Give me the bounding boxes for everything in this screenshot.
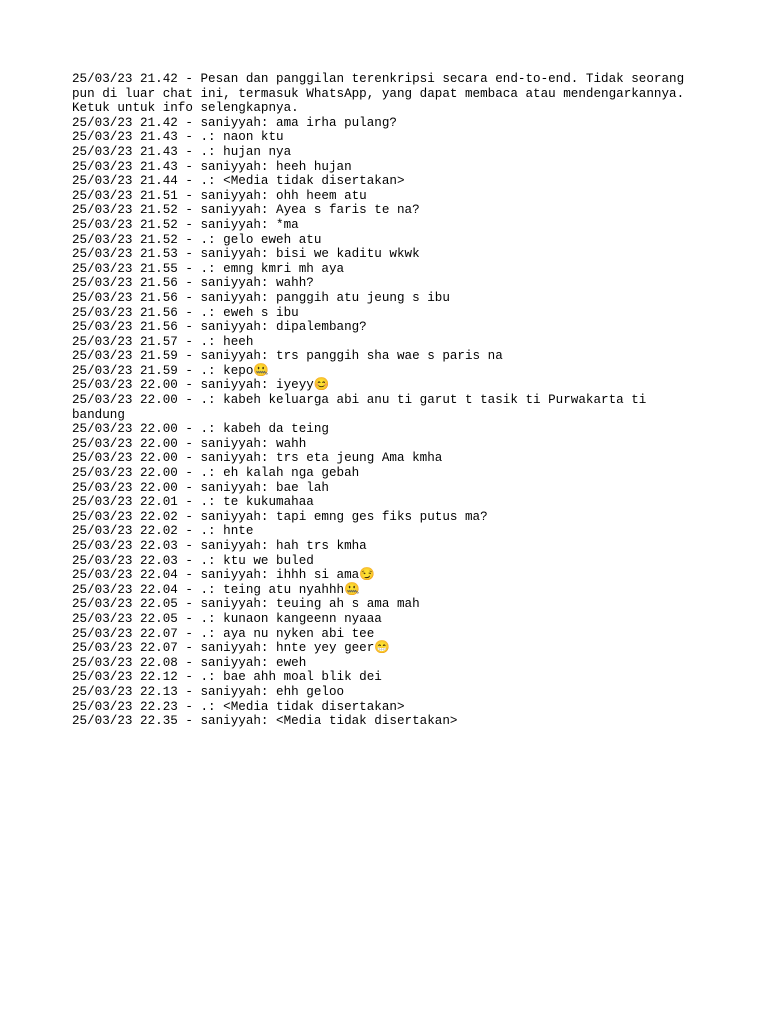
chat-line: 25/03/23 22.07 - saniyyah: hnte yey geer😁 xyxy=(72,641,390,656)
chat-line: 25/03/23 22.00 - .: kabeh keluarga abi anu ti garut t tasik ti Purwakarta ti bandung xyxy=(72,393,647,422)
chat-line: 25/03/23 22.13 - saniyyah: ehh geloo xyxy=(72,684,345,699)
chat-export-page xyxy=(72,72,712,729)
chat-line: 25/03/23 22.01 - .: te kukumahaa xyxy=(72,495,314,510)
chat-line: 25/03/23 22.04 - .: teing atu nyahhh🤐 xyxy=(72,582,360,597)
chat-line: 25/03/23 22.02 - saniyyah: tapi emng ges fiks putus ma? xyxy=(72,509,488,524)
chat-line: 25/03/23 22.00 - saniyyah: iyeyy😊 xyxy=(72,378,330,393)
chat-line: 25/03/23 21.59 - saniyyah: trs panggih sha wae s paris na xyxy=(72,349,503,364)
chat-line: 25/03/23 21.57 - .: heeh xyxy=(72,334,254,349)
chat-line: 25/03/23 21.56 - saniyyah: dipalembang? xyxy=(72,320,367,335)
chat-line: 25/03/23 21.55 - .: emng kmri mh aya xyxy=(72,261,345,276)
chat-line: 25/03/23 21.52 - saniyyah: *ma xyxy=(72,217,299,232)
chat-line: 25/03/23 21.52 - .: gelo eweh atu xyxy=(72,232,322,247)
chat-line: 25/03/23 22.05 - .: kunaon kangeenn nyaaa xyxy=(72,611,382,626)
chat-line: 25/03/23 21.43 - saniyyah: heeh hujan xyxy=(72,159,352,174)
chat-line: 25/03/23 22.12 - .: bae ahh moal blik dei xyxy=(72,670,382,685)
chat-line: 25/03/23 22.08 - saniyyah: eweh xyxy=(72,655,307,670)
chat-line: 25/03/23 21.51 - saniyyah: ohh heem atu xyxy=(72,188,367,203)
chat-line: 25/03/23 22.03 - .: ktu we buled xyxy=(72,553,314,568)
chat-line: 25/03/23 21.44 - .: <Media tidak disertakan> xyxy=(72,174,405,189)
chat-line: 25/03/23 21.59 - .: kepo🤐 xyxy=(72,363,270,378)
chat-line: 25/03/23 22.07 - .: aya nu nyken abi tee xyxy=(72,626,375,641)
chat-line: 25/03/23 21.56 - saniyyah: panggih atu jeung s ibu xyxy=(72,290,450,305)
chat-line: 25/03/23 21.56 - .: eweh s ibu xyxy=(72,305,299,320)
chat-line: 25/03/23 22.00 - saniyyah: trs eta jeung Ama kmha xyxy=(72,451,443,466)
chat-line: 25/03/23 22.03 - saniyyah: hah trs kmha xyxy=(72,539,367,553)
chat-line: 25/03/23 21.56 - saniyyah: wahh? xyxy=(72,276,314,291)
chat-line: 25/03/23 21.42 - saniyyah: ama irha pulang? xyxy=(72,115,397,130)
chat-line: 25/03/23 22.35 - saniyyah: <Media tidak disertakan> xyxy=(72,714,458,729)
chat-line: 25/03/23 22.00 - .: kabeh da teing xyxy=(72,422,329,437)
chat-line: 25/03/23 22.02 - .: hnte xyxy=(72,524,254,539)
chat-line: 25/03/23 22.05 - saniyyah: teuing ah s ama mah xyxy=(72,597,420,612)
chat-line: 25/03/23 21.43 - .: hujan nya xyxy=(72,144,292,159)
chat-line: 25/03/23 21.52 - saniyyah: Ayea s faris te na? xyxy=(72,203,420,218)
chat-line: 25/03/23 22.23 - .: <Media tidak disertakan> xyxy=(72,699,405,714)
chat-line: 25/03/23 21.53 - saniyyah: bisi we kaditu wkwk xyxy=(72,247,420,262)
system-notice-line: 25/03/23 21.42 - Pesan dan panggilan terenkripsi secara end-to-end. Tidak seorang pun di luar chat ini, termasuk WhatsApp, yang dapat membaca atau mendengarkannya. Ketuk untuk info selengkapnya. xyxy=(72,72,685,116)
chat-line: 25/03/23 22.00 - .: eh kalah nga gebah xyxy=(72,466,360,481)
chat-line: 25/03/23 22.00 - saniyyah: bae lah xyxy=(72,480,329,495)
chat-line: 25/03/23 22.00 - saniyyah: wahh xyxy=(72,436,307,451)
chat-line: 25/03/23 21.43 - .: naon ktu xyxy=(72,130,284,145)
chat-line: 25/03/23 22.04 - saniyyah: ihhh si ama😏 xyxy=(72,568,375,583)
